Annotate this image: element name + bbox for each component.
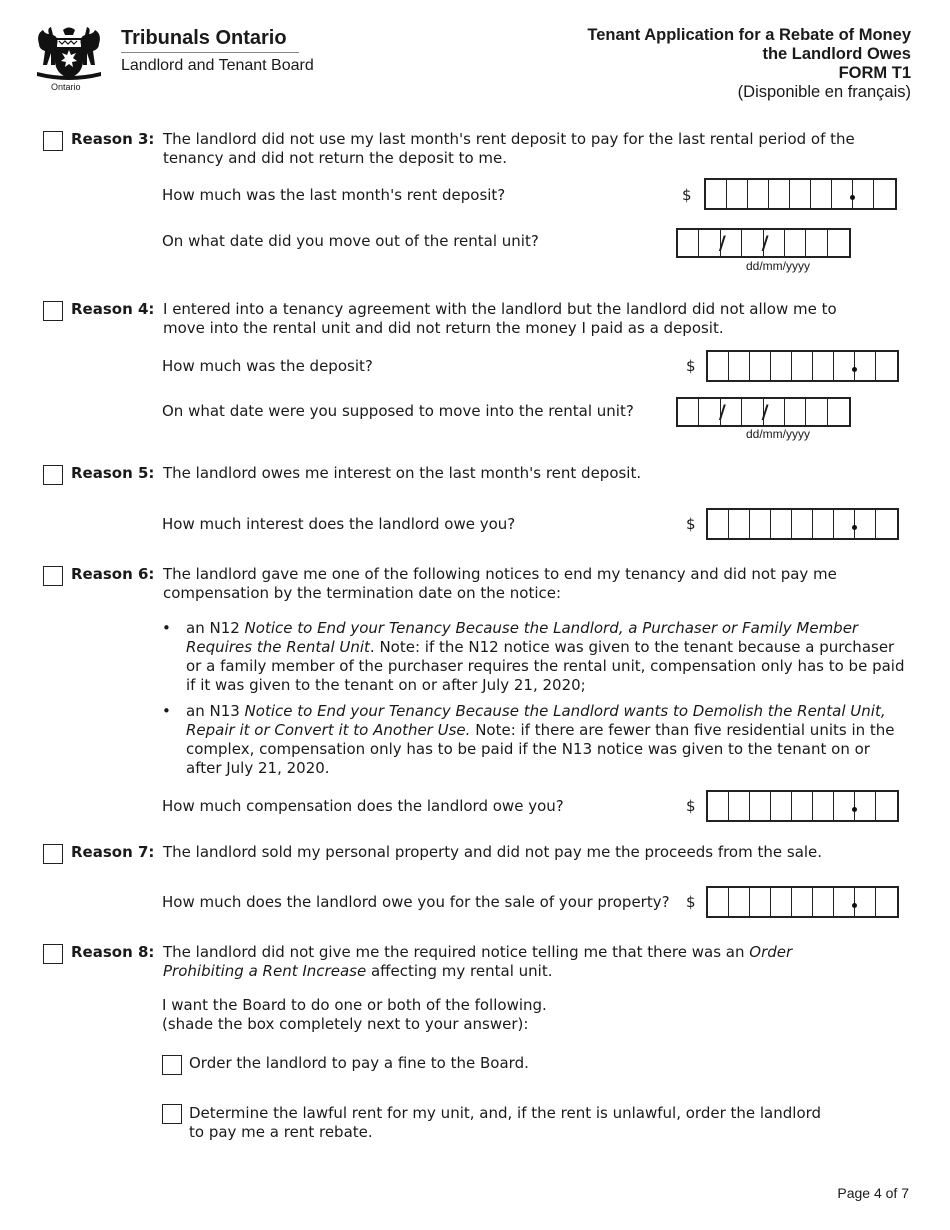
reason-5-label: Reason 5:: [71, 464, 155, 482]
reason-6-compensation-amount-field[interactable]: [706, 790, 899, 822]
french-availability: (Disponible en français): [737, 83, 911, 101]
determine-lawful-rent-label-line2: to pay me a rent rebate.: [189, 1123, 373, 1141]
reason-5-interest-amount-field[interactable]: [706, 508, 899, 540]
reason-4-label: Reason 4:: [71, 300, 155, 318]
reason-8-text-line1: [163, 943, 792, 962]
reason-6-n12-bullet: [186, 619, 906, 695]
reason-4-text-line1: I entered into a tenancy agreement with the landlord but the landlord did not allow me to: [163, 300, 837, 318]
reason-8-instruction-line2: (shade the box completely next to your answer):: [162, 1015, 529, 1033]
org-subtitle: Landlord and Tenant Board: [121, 57, 314, 74]
dollar-sign: $: [682, 186, 692, 204]
reason-4-deposit-question: How much was the deposit?: [162, 357, 373, 375]
n13-notice-title: Notice to End your Tenancy Because the Landlord wants to Demolish the Rental Unit, Repair it or Convert it to Another Use.: [186, 702, 886, 739]
dollar-sign: $: [686, 893, 696, 911]
reason-5-text: The landlord owes me interest on the last month's rent deposit.: [163, 464, 642, 482]
reason-4-move-in-question: On what date were you supposed to move into the rental unit?: [162, 402, 634, 420]
reason-8-label: Reason 8:: [71, 943, 155, 961]
order-fine-label: Order the landlord to pay a fine to the Board.: [189, 1054, 529, 1072]
reason-6-n13-bullet: [186, 702, 906, 778]
reason-3-move-out-date-field[interactable]: [676, 228, 851, 258]
reason-3-label: Reason 3:: [71, 130, 155, 148]
n12-notice-title: Notice to End your Tenancy Because the Landlord, a Purchaser or Family Member Requires the Rental Unit: [186, 619, 859, 656]
page-number: Page 4 of 7: [837, 1185, 909, 1201]
dollar-sign: $: [686, 515, 696, 533]
reason-6-label: Reason 6:: [71, 565, 155, 583]
form-id: FORM T1: [838, 64, 911, 82]
reason-6-text-line1: The landlord gave me one of the following notices to end my tenancy and did not pay me: [163, 565, 837, 583]
form-title-line1: Tenant Application for a Rebate of Money: [587, 26, 911, 44]
reason-3-text-line1: The landlord did not use my last month's rent deposit to pay for the last rental period of the: [163, 130, 855, 148]
reason-6-text-line2: compensation by the termination date on the notice:: [163, 584, 562, 602]
reason-5-interest-question: How much interest does the landlord owe you?: [162, 515, 516, 533]
reason-7-sale-question: How much does the landlord owe you for the sale of your property?: [162, 893, 670, 911]
form-title-block: [587, 26, 911, 102]
reason-6-checkbox[interactable]: [43, 566, 63, 586]
reason-7-checkbox[interactable]: [43, 844, 63, 864]
date-format-hint: dd/mm/yyyy: [746, 259, 811, 273]
ontario-label: Ontario: [51, 82, 81, 92]
org-name: Tribunals Ontario: [121, 27, 287, 49]
order-fine-checkbox[interactable]: [162, 1055, 182, 1075]
reason-8-text-a: The landlord did not give me the required notice telling me that there was an: [163, 943, 750, 961]
reason-4-deposit-amount-field[interactable]: [706, 350, 899, 382]
org-divider: [121, 52, 299, 53]
reason-3-deposit-question: How much was the last month's rent deposit?: [162, 186, 506, 204]
dollar-sign: $: [686, 797, 696, 815]
reason-3-move-out-question: On what date did you move out of the rental unit?: [162, 232, 539, 250]
n12-note: . Note: if the N12 notice was given to the tenant because a purchaser or a family member of the purchaser requires the rental unit, compensation only has to be paid if it was given to the tenant on or after July 21, 2020;: [186, 638, 905, 694]
bullet-icon: •: [162, 619, 171, 637]
n13-prefix: an N13: [186, 702, 245, 720]
reason-4-checkbox[interactable]: [43, 301, 63, 321]
reason-5-checkbox[interactable]: [43, 465, 63, 485]
reason-8-order-title-b: Prohibiting a Rent Increase: [163, 962, 367, 980]
reason-7-sale-amount-field[interactable]: [706, 886, 899, 918]
n12-prefix: an N12: [186, 619, 245, 637]
reason-8-text-line2: [163, 962, 552, 981]
reason-3-deposit-amount-field[interactable]: [704, 178, 897, 210]
reason-7-text: The landlord sold my personal property and did not pay me the proceeds from the sale.: [163, 843, 823, 861]
reason-8-checkbox[interactable]: [43, 944, 63, 964]
reason-8-instruction-line1: I want the Board to do one or both of the following.: [162, 996, 547, 1014]
n13-note: Note: if there are fewer than five residential units in the complex, compensation only has to be paid if the N13 notice was given to the tenant on or after July 21, 2020.: [186, 721, 895, 777]
determine-lawful-rent-label-line1: Determine the lawful rent for my unit, and, if the rent is unlawful, order the landlord: [189, 1104, 822, 1122]
reason-3-text-line2: tenancy and did not return the deposit to me.: [163, 149, 508, 167]
dollar-sign: $: [686, 357, 696, 375]
reason-6-compensation-question: How much compensation does the landlord owe you?: [162, 797, 564, 815]
reason-8-order-title-a: Order: [749, 943, 793, 961]
form-title-line2: the Landlord Owes: [762, 45, 911, 63]
determine-lawful-rent-checkbox[interactable]: [162, 1104, 182, 1124]
date-format-hint: dd/mm/yyyy: [746, 427, 811, 441]
reason-7-label: Reason 7:: [71, 843, 155, 861]
reason-4-text-line2: move into the rental unit and did not return the money I paid as a deposit.: [163, 319, 724, 337]
bullet-icon: •: [162, 702, 171, 720]
reason-3-checkbox[interactable]: [43, 131, 63, 151]
reason-4-move-in-date-field[interactable]: [676, 397, 851, 427]
reason-8-text-b: affecting my rental unit.: [366, 962, 553, 980]
